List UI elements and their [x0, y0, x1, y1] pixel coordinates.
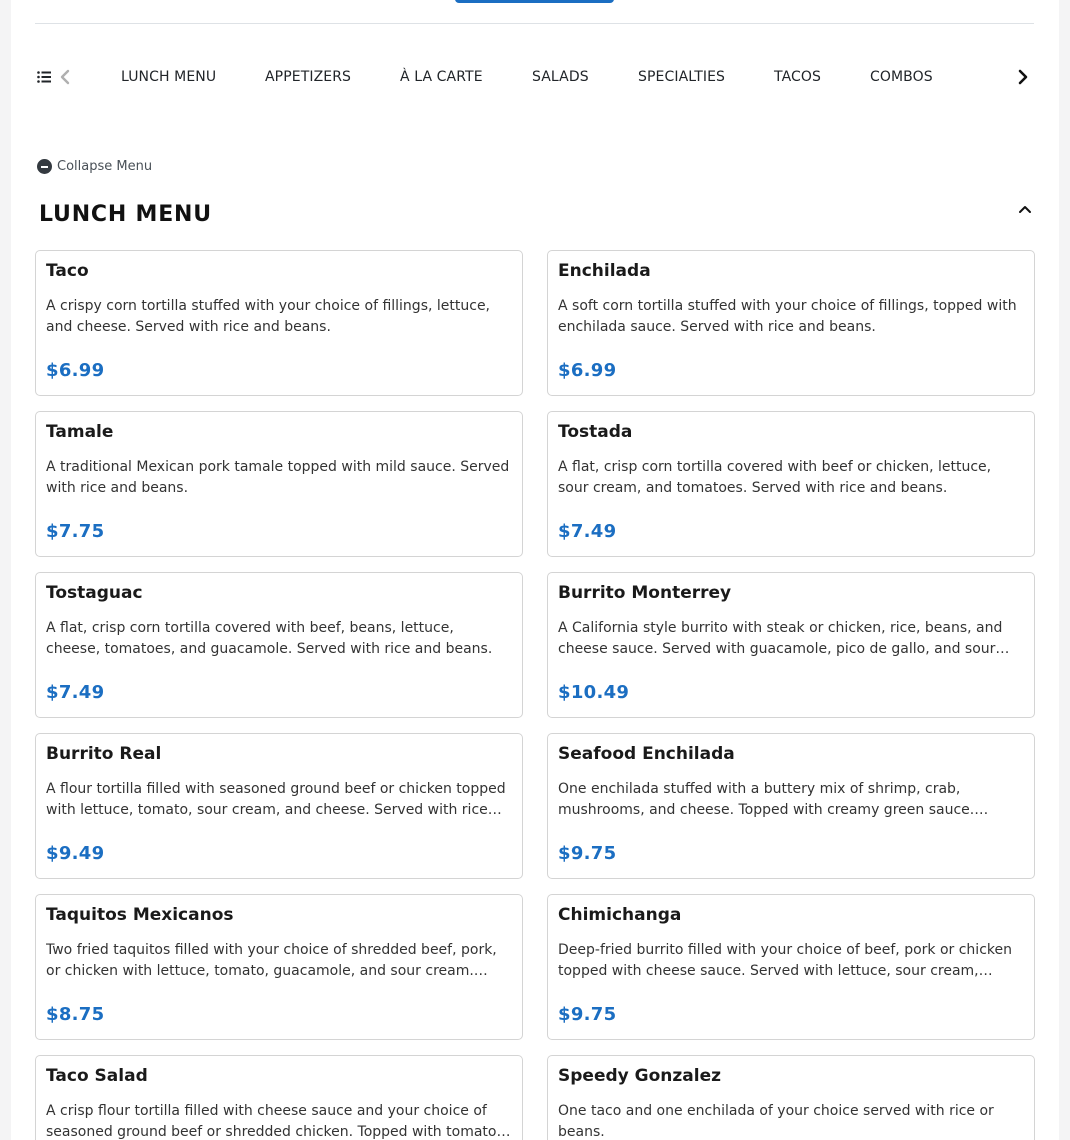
minus-circle-icon [37, 159, 52, 174]
menu-item-name: Burrito Real [46, 744, 162, 764]
menu-item-name: Taco [46, 261, 89, 281]
list-icon[interactable] [37, 70, 51, 84]
nav-tab-a-la-carte[interactable]: À LA CARTE [400, 69, 483, 85]
menu-item-card[interactable] [35, 894, 523, 1040]
menu-item-name: Taquitos Mexicanos [46, 905, 234, 925]
menu-item-name: Enchilada [558, 261, 651, 281]
menu-item-card[interactable] [547, 572, 1035, 718]
collapse-menu-label: Collapse Menu [57, 158, 153, 174]
menu-item-name: Tostaguac [46, 583, 143, 603]
nav-tab-tacos[interactable]: TACOS [774, 69, 821, 85]
menu-item-name: Tamale [46, 422, 114, 442]
menu-item-price: $9.75 [558, 843, 617, 864]
menu-item-name: Tostada [558, 422, 633, 442]
chevron-right-icon[interactable] [1017, 69, 1029, 85]
menu-item-name: Chimichanga [558, 905, 682, 925]
divider [35, 23, 1034, 24]
nav-tab-combos[interactable]: COMBOS [870, 69, 933, 85]
menu-item-description: One enchilada stuffed with a buttery mix of shrimp, crab, mushrooms, and cheese. Topped with creamy green sauce.… [558, 781, 989, 818]
menu-item-description: A crisp flour tortilla filled with cheese sauce and your choice of seasoned ground beef or shredded chicken. Topped with tomato… [46, 1103, 511, 1140]
menu-item-name: Seafood Enchilada [558, 744, 735, 764]
nav-tab-lunch-menu[interactable]: LUNCH MENU [121, 69, 217, 85]
menu-item-card[interactable] [547, 894, 1035, 1040]
menu-item-card[interactable] [547, 733, 1035, 879]
chevron-left-icon[interactable] [60, 69, 70, 85]
nav-tab-appetizers[interactable]: APPETIZERS [265, 69, 352, 85]
menu-item-card[interactable] [547, 1055, 1035, 1140]
menu-item-card[interactable] [35, 1055, 523, 1140]
menu-item-card[interactable] [547, 411, 1035, 557]
menu-item-description: A flour tortilla filled with seasoned ground beef or chicken topped with lettuce, tomato, sour cream, and cheese. Served with rice… [46, 781, 506, 818]
menu-item-price: $7.49 [46, 682, 105, 703]
menu-item-price: $6.99 [46, 360, 105, 381]
menu-item-description: A crispy corn tortilla stuffed with your choice of fillings, lettuce, and cheese. Served with rice and beans. [46, 298, 491, 335]
menu-item-price: $9.49 [46, 843, 105, 864]
menu-item-description: A traditional Mexican pork tamale topped with mild sauce. Served with rice and beans. [46, 459, 510, 496]
menu-item-description: A soft corn tortilla stuffed with your choice of fillings, topped with enchilada sauce. Served with rice and beans. [558, 298, 1017, 335]
menu-item-price: $6.99 [558, 360, 617, 381]
menu-item-description: A flat, crisp corn tortilla covered with beef or chicken, lettuce, sour cream, and tomatoes. Served with rice and beans. [558, 459, 992, 496]
category-nav [35, 56, 1035, 100]
collapse-menu-button[interactable] [37, 157, 152, 175]
menu-item-price: $9.75 [558, 1004, 617, 1025]
menu-item-name: Speedy Gonzalez [558, 1066, 721, 1086]
nav-tab-specialties[interactable]: SPECIALTIES [638, 69, 726, 85]
menu-item-name: Burrito Monterrey [558, 583, 732, 603]
menu-item-card[interactable] [35, 250, 523, 396]
menu-item-name: Taco Salad [46, 1066, 148, 1086]
chevron-up-icon[interactable] [1018, 202, 1032, 216]
menu-item-card[interactable] [35, 733, 523, 879]
menu-item-description: Two fried taquitos filled with your choice of shredded beef, pork, or chicken with lettuce, tomato, guacamole, and sour cream.… [46, 942, 497, 979]
menu-item-price: $8.75 [46, 1004, 105, 1025]
menu-item-description: One taco and one enchilada of your choice served with rice or beans. [558, 1103, 994, 1140]
menu-item-description: A flat, crisp corn tortilla covered with beef, beans, lettuce, cheese, tomatoes, and guacamole. Served with rice and beans. [46, 620, 493, 657]
section-title: LUNCH MENU [39, 202, 212, 227]
menu-item-card[interactable] [35, 572, 523, 718]
top-action-button[interactable] [455, 0, 614, 3]
menu-item-price: $7.75 [46, 521, 105, 542]
menu-item-card[interactable] [547, 250, 1035, 396]
menu-item-description: A California style burrito with steak or chicken, rice, beans, and cheese sauce. Served with guacamole, pico de gallo, and sour… [558, 620, 1010, 657]
menu-item-price: $7.49 [558, 521, 617, 542]
menu-page [11, 0, 1059, 1140]
nav-tab-salads[interactable]: SALADS [532, 69, 589, 85]
menu-item-card[interactable] [35, 411, 523, 557]
menu-item-price: $10.49 [558, 682, 630, 703]
menu-item-description: Deep-fried burrito filled with your choice of beef, pork or chicken topped with cheese sauce. Served with lettuce, sour cream,… [558, 942, 1012, 979]
